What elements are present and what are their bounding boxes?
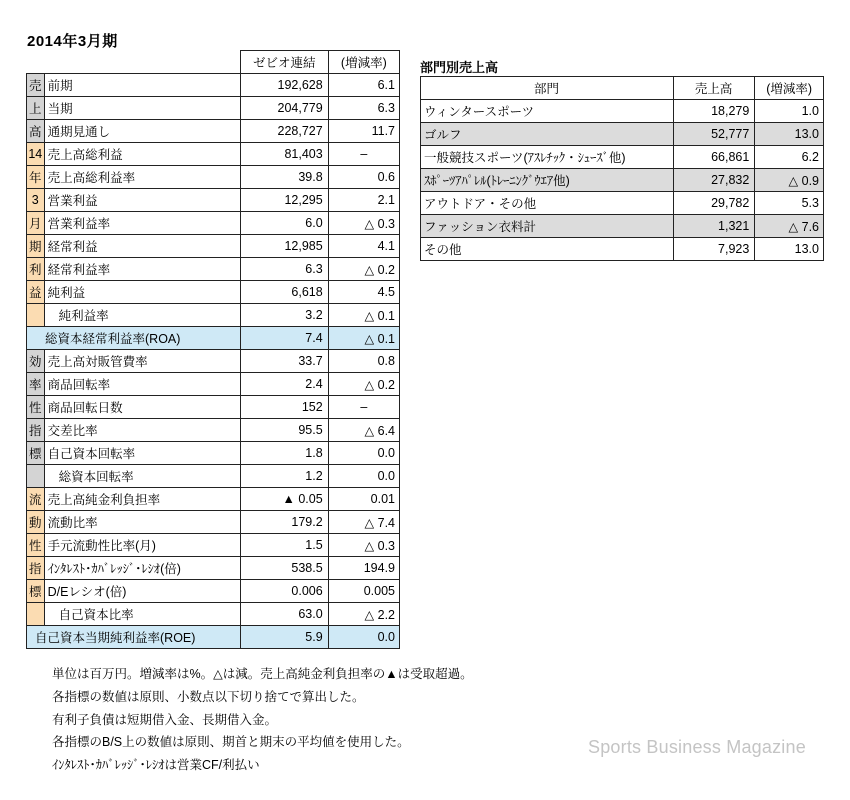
row-change: – <box>328 396 399 419</box>
row-change: △ 0.2 <box>328 258 399 281</box>
table-row <box>27 580 400 603</box>
table-row <box>27 419 400 442</box>
footnote: 各指標のB/S上の数値は原則、期首と期末の平均値を使用した。 <box>52 735 410 750</box>
row-label: 純利益 <box>44 281 240 304</box>
table-row <box>27 281 400 304</box>
category-char: 標 <box>27 580 45 603</box>
dept-sales: 66,861 <box>674 146 755 169</box>
row-change: △ 2.2 <box>328 603 399 626</box>
category-char <box>27 304 45 327</box>
row-label: 経常利益率 <box>44 258 240 281</box>
category-char: 性 <box>27 534 45 557</box>
row-label: 前期 <box>44 74 240 97</box>
row-value: 179.2 <box>240 511 328 534</box>
row-change: 4.5 <box>328 281 399 304</box>
dept-change: 5.3 <box>755 192 824 215</box>
dept-name: アウトドア・その他 <box>421 192 674 215</box>
row-label: 自己資本当期純利益率(ROE) <box>27 626 241 649</box>
row-label: 通期見通し <box>44 120 240 143</box>
dept-name: ｽﾎﾟｰﾂｱﾊﾟﾚﾙ(ﾄﾚｰﾆﾝｸﾞｳｴｱ他) <box>421 169 674 192</box>
category-char: 流 <box>27 488 45 511</box>
row-change: △ 7.4 <box>328 511 399 534</box>
header-dept: 部門 <box>421 77 674 100</box>
dept-name: その他 <box>421 238 674 261</box>
dept-sales-title: 部門別売上高 <box>420 60 499 75</box>
dept-change: △ 7.6 <box>755 215 824 238</box>
row-label: ｲﾝﾀﾚｽﾄ･ｶﾊﾞﾚｯｼﾞ･ﾚｼｵ(倍) <box>44 557 240 580</box>
dept-sales-table <box>420 76 824 261</box>
table-header-row <box>27 51 400 74</box>
row-value: 12,985 <box>240 235 328 258</box>
table-row <box>421 146 824 169</box>
category-char: 3 <box>27 189 45 212</box>
header-corner <box>27 51 241 74</box>
row-change: 0.01 <box>328 488 399 511</box>
dept-name: ウィンタースポーツ <box>421 100 674 123</box>
row-label: 売上高総利益 <box>44 143 240 166</box>
row-value: 81,403 <box>240 143 328 166</box>
row-value: ▲ 0.05 <box>240 488 328 511</box>
row-change: 0.8 <box>328 350 399 373</box>
dept-sales: 52,777 <box>674 123 755 146</box>
table-row <box>421 238 824 261</box>
table-row <box>27 534 400 557</box>
row-value: 95.5 <box>240 419 328 442</box>
row-change: △ 0.1 <box>328 304 399 327</box>
category-char: 率 <box>27 373 45 396</box>
dept-change: 13.0 <box>755 123 824 146</box>
table-row <box>27 396 400 419</box>
row-value: 6,618 <box>240 281 328 304</box>
table-row <box>27 120 400 143</box>
row-value: 33.7 <box>240 350 328 373</box>
row-label: 売上高対販管費率 <box>44 350 240 373</box>
category-char: 効 <box>27 350 45 373</box>
row-change: 0.6 <box>328 166 399 189</box>
row-label: 商品回転率 <box>44 373 240 396</box>
category-char <box>27 465 45 488</box>
table-row <box>27 212 400 235</box>
row-change: △ 0.2 <box>328 373 399 396</box>
table-row <box>27 488 400 511</box>
row-change: 0.0 <box>328 465 399 488</box>
category-char: 性 <box>27 396 45 419</box>
dept-change: 1.0 <box>755 100 824 123</box>
header-change-rate: (増減率) <box>755 77 824 100</box>
row-value: 5.9 <box>240 626 328 649</box>
row-change: 6.3 <box>328 97 399 120</box>
table-row <box>421 123 824 146</box>
table-row <box>27 511 400 534</box>
table-row <box>27 258 400 281</box>
dept-sales: 7,923 <box>674 238 755 261</box>
row-change: 0.005 <box>328 580 399 603</box>
row-change: 6.1 <box>328 74 399 97</box>
page-title: 2014年3月期 <box>27 33 118 50</box>
row-change: 0.0 <box>328 626 399 649</box>
table-row <box>421 169 824 192</box>
header-change-rate: (増減率) <box>328 51 399 74</box>
table-row <box>27 143 400 166</box>
dept-sales: 27,832 <box>674 169 755 192</box>
category-char: 益 <box>27 281 45 304</box>
row-value: 204,779 <box>240 97 328 120</box>
financial-indicators-table <box>26 50 400 649</box>
table-row <box>27 350 400 373</box>
row-value: 1.8 <box>240 442 328 465</box>
row-change: – <box>328 143 399 166</box>
table-row <box>27 235 400 258</box>
dept-change: 13.0 <box>755 238 824 261</box>
row-value: 192,628 <box>240 74 328 97</box>
table-row <box>27 465 400 488</box>
watermark: Sports Business Magazine <box>588 737 806 757</box>
row-value: 2.4 <box>240 373 328 396</box>
row-change: 0.0 <box>328 442 399 465</box>
row-value: 63.0 <box>240 603 328 626</box>
header-sales: 売上高 <box>674 77 755 100</box>
table-row <box>27 373 400 396</box>
category-char: 高 <box>27 120 45 143</box>
row-change: 4.1 <box>328 235 399 258</box>
table-row <box>421 100 824 123</box>
row-change: △ 0.1 <box>328 327 399 350</box>
row-label: 手元流動性比率(月) <box>44 534 240 557</box>
dept-sales: 1,321 <box>674 215 755 238</box>
row-value: 3.2 <box>240 304 328 327</box>
footnote: 有利子負債は短期借入金、長期借入金。 <box>52 712 278 727</box>
dept-change: 6.2 <box>755 146 824 169</box>
table-row <box>27 74 400 97</box>
row-value: 1.5 <box>240 534 328 557</box>
table-row <box>421 215 824 238</box>
category-char: 月 <box>27 212 45 235</box>
row-value: 0.006 <box>240 580 328 603</box>
category-char <box>27 603 45 626</box>
table-row-roa <box>27 327 400 350</box>
row-value: 12,295 <box>240 189 328 212</box>
footnote: 各指標の数値は原則、小数点以下切り捨てで算出した。 <box>52 689 365 704</box>
category-char: 14 <box>27 143 45 166</box>
table-row <box>27 557 400 580</box>
row-change: △ 6.4 <box>328 419 399 442</box>
row-label: 当期 <box>44 97 240 120</box>
row-label: 総資本回転率 <box>44 465 240 488</box>
row-label: 総資本経常利益率(ROA) <box>27 327 241 350</box>
row-value: 538.5 <box>240 557 328 580</box>
category-char: 期 <box>27 235 45 258</box>
row-change: 2.1 <box>328 189 399 212</box>
footnote: ｲﾝﾀﾚｽﾄ･ｶﾊﾞﾚｯｼﾞ･ﾚｼｵは営業CF/利払い <box>52 758 260 773</box>
row-label: 自己資本比率 <box>44 603 240 626</box>
category-char: 標 <box>27 442 45 465</box>
category-char: 売 <box>27 74 45 97</box>
category-char: 指 <box>27 557 45 580</box>
table-row <box>421 192 824 215</box>
row-value: 39.8 <box>240 166 328 189</box>
row-label: 経常利益 <box>44 235 240 258</box>
dept-sales: 29,782 <box>674 192 755 215</box>
category-char: 動 <box>27 511 45 534</box>
row-change: 194.9 <box>328 557 399 580</box>
table-header-row <box>421 77 824 100</box>
row-label: 純利益率 <box>44 304 240 327</box>
table-row-roe <box>27 626 400 649</box>
row-value: 6.3 <box>240 258 328 281</box>
category-char: 利 <box>27 258 45 281</box>
row-label: 商品回転日数 <box>44 396 240 419</box>
dept-name: 一般競技スポーツ(ｱｽﾚﾁｯｸ・ｼｭｰｽﾞ他) <box>421 146 674 169</box>
table-row <box>27 442 400 465</box>
row-label: 交差比率 <box>44 419 240 442</box>
table-row <box>27 603 400 626</box>
table-row <box>27 97 400 120</box>
row-label: 売上高純金利負担率 <box>44 488 240 511</box>
dept-name: ファッション衣料計 <box>421 215 674 238</box>
row-change: 11.7 <box>328 120 399 143</box>
row-label: 営業利益 <box>44 189 240 212</box>
category-char: 指 <box>27 419 45 442</box>
dept-sales: 18,279 <box>674 100 755 123</box>
row-value: 7.4 <box>240 327 328 350</box>
row-label: D/Eレシオ(倍) <box>44 580 240 603</box>
table-row <box>27 166 400 189</box>
header-consolidated: ゼビオ連結 <box>240 51 328 74</box>
row-value: 1.2 <box>240 465 328 488</box>
row-label: 営業利益率 <box>44 212 240 235</box>
footnote: 単位は百万円。増減率は%。△は減。売上高純金利負担率の▲は受取超過。 <box>52 667 473 681</box>
row-label: 流動比率 <box>44 511 240 534</box>
row-label: 自己資本回転率 <box>44 442 240 465</box>
row-change: △ 0.3 <box>328 534 399 557</box>
row-value: 152 <box>240 396 328 419</box>
row-value: 6.0 <box>240 212 328 235</box>
dept-change: △ 0.9 <box>755 169 824 192</box>
row-value: 228,727 <box>240 120 328 143</box>
row-label: 売上高総利益率 <box>44 166 240 189</box>
table-row <box>27 189 400 212</box>
dept-name: ゴルフ <box>421 123 674 146</box>
table-row <box>27 304 400 327</box>
row-change: △ 0.3 <box>328 212 399 235</box>
category-char: 年 <box>27 166 45 189</box>
footnotes <box>52 663 473 777</box>
category-char: 上 <box>27 97 45 120</box>
